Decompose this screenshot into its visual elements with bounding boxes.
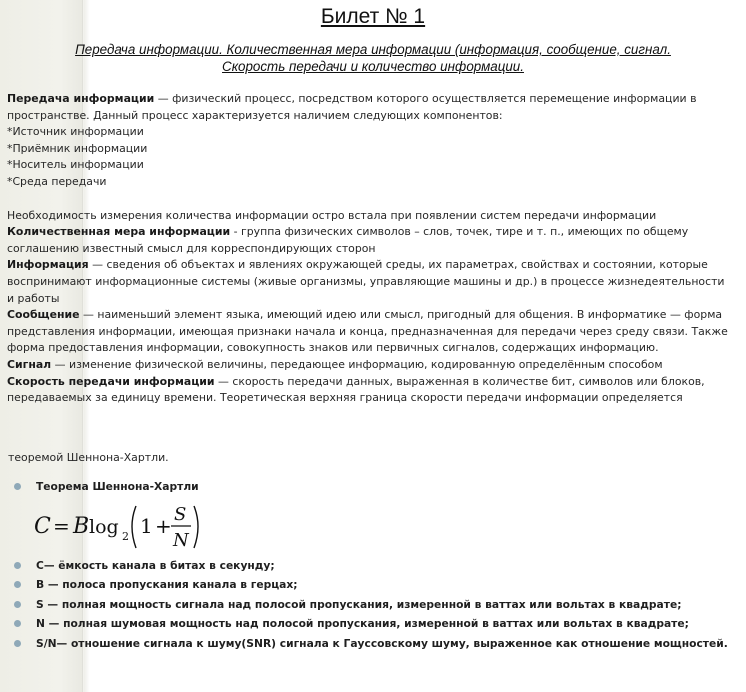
definition-text: — скорость передачи данных, выраженная в количестве бит, символов или блоков, передаваемых за единицу времени. Теоретическая верхняя граница скорости передачи информации определяется bbox=[7, 374, 705, 405]
list-item-variable bbox=[14, 556, 742, 575]
theorem-reference: теоремой Шеннона-Хартли. bbox=[8, 451, 169, 464]
term-transfer: Передача информации bbox=[7, 92, 155, 105]
list-item-variable bbox=[14, 575, 742, 594]
formula-plus: + bbox=[155, 514, 172, 538]
formula-c: C bbox=[34, 514, 51, 539]
definition-paragraph bbox=[7, 257, 732, 307]
bullet-icon bbox=[14, 620, 21, 627]
variable-text: S/N— отношение сигнала к шуму(SNR) сигнала к Гауссовскому шуму, выраженное как отношение мощностей. bbox=[36, 636, 728, 650]
definition-term: Информация bbox=[7, 258, 89, 272]
formula-log-base: 2 bbox=[122, 530, 129, 543]
definition-paragraph bbox=[7, 307, 732, 357]
formula-left-paren bbox=[132, 506, 136, 548]
bullet-icon bbox=[14, 562, 21, 569]
list-item-variable bbox=[14, 614, 742, 633]
intro-paragraph bbox=[7, 91, 732, 124]
definition-term: Скорость передачи информации bbox=[7, 374, 215, 388]
formula-numerator: S bbox=[174, 504, 187, 525]
definition-paragraph bbox=[7, 224, 732, 257]
component-item: *Носитель информации bbox=[7, 158, 144, 172]
topic-heading bbox=[4, 41, 742, 75]
variables-list bbox=[14, 556, 742, 653]
definition-text: - группа физических символов – слов, точек, тире и т. п., имеющих по общему соглашению известный смысл для корреспондирующих сторон bbox=[7, 225, 689, 255]
formula-b: B bbox=[73, 514, 90, 539]
bullet-icon bbox=[14, 483, 21, 490]
formula-one: 1 bbox=[140, 514, 153, 538]
component-item: *Источник информации bbox=[7, 125, 144, 139]
definition-text: — сведения об объектах и явлениях окружающей среды, их параметрах, свойствах и состоянии, которые воспринимают информационные системы (живые организмы, управляющие машины и др.) в процессе жизнедеятельности и работы bbox=[7, 258, 725, 305]
component-item: *Приёмник информации bbox=[7, 141, 148, 155]
topic-heading-line-2: Скорость передачи и количество информации. bbox=[222, 59, 524, 74]
formula-equals: = bbox=[53, 514, 70, 538]
intro-definition: — физический процесс, посредством которого осуществляется перемещение информации в пространстве. Данный процесс характеризуется наличием следующих компонентов: bbox=[7, 92, 697, 122]
definition-text: — наименьший элемент языка, имеющий идею или смысл, пригодный для общения. В информатике — форма представления информации, имеющая признаки начала и конца, предназначенная для передачи через среду связи. Также форма предоставления информации, совокупность знаков или первичных сигналов, содержащих информацию. bbox=[7, 308, 728, 355]
definition-text: — изменение физической величины, передающее информацию, кодированную определённым способом bbox=[51, 357, 663, 371]
necessity-paragraph: Необходимость измерения количества информации остро встала при появлении систем передачи информации bbox=[7, 208, 657, 222]
list-item-theorem bbox=[14, 477, 742, 496]
variable-text: N — полная шумовая мощность над полосой пропускания, измеренной в ваттах или вольтах в квадрате; bbox=[36, 617, 689, 631]
topic-heading-line-1: Передача информации. Количественная мера информации (информация, сообщение, сигнал. bbox=[75, 42, 671, 57]
list-item-variable bbox=[14, 595, 742, 614]
formula-denominator: N bbox=[173, 530, 189, 551]
definition-term: Количественная мера информации bbox=[7, 225, 231, 239]
component-item: *Среда передачи bbox=[7, 174, 107, 188]
variable-text: S — полная мощность сигнала над полосой пропускания, измеренной в ваттах или вольтах в квадрате; bbox=[36, 597, 682, 611]
formula-right-paren bbox=[194, 506, 198, 548]
bullet-icon bbox=[14, 640, 21, 647]
theorem-name: Теорема Шеннона-Хартли bbox=[36, 480, 199, 493]
bullet-icon bbox=[14, 601, 21, 608]
definition-paragraph bbox=[7, 374, 732, 407]
list-item-variable bbox=[14, 634, 742, 653]
variable-text: B — полоса пропускания канала в герцах; bbox=[36, 578, 298, 592]
bullet-icon bbox=[14, 581, 21, 588]
definition-paragraph bbox=[7, 357, 732, 374]
theorem-list bbox=[14, 477, 742, 496]
page-title: Билет № 1 bbox=[320, 5, 426, 28]
definition-term: Сигнал bbox=[7, 357, 52, 371]
variable-text: C— ёмкость канала в битах в секунду; bbox=[36, 559, 275, 572]
formula-log: log bbox=[89, 516, 119, 538]
definition-term: Сообщение bbox=[7, 308, 80, 322]
shannon-hartley-formula bbox=[34, 498, 204, 554]
body-text bbox=[7, 91, 732, 407]
